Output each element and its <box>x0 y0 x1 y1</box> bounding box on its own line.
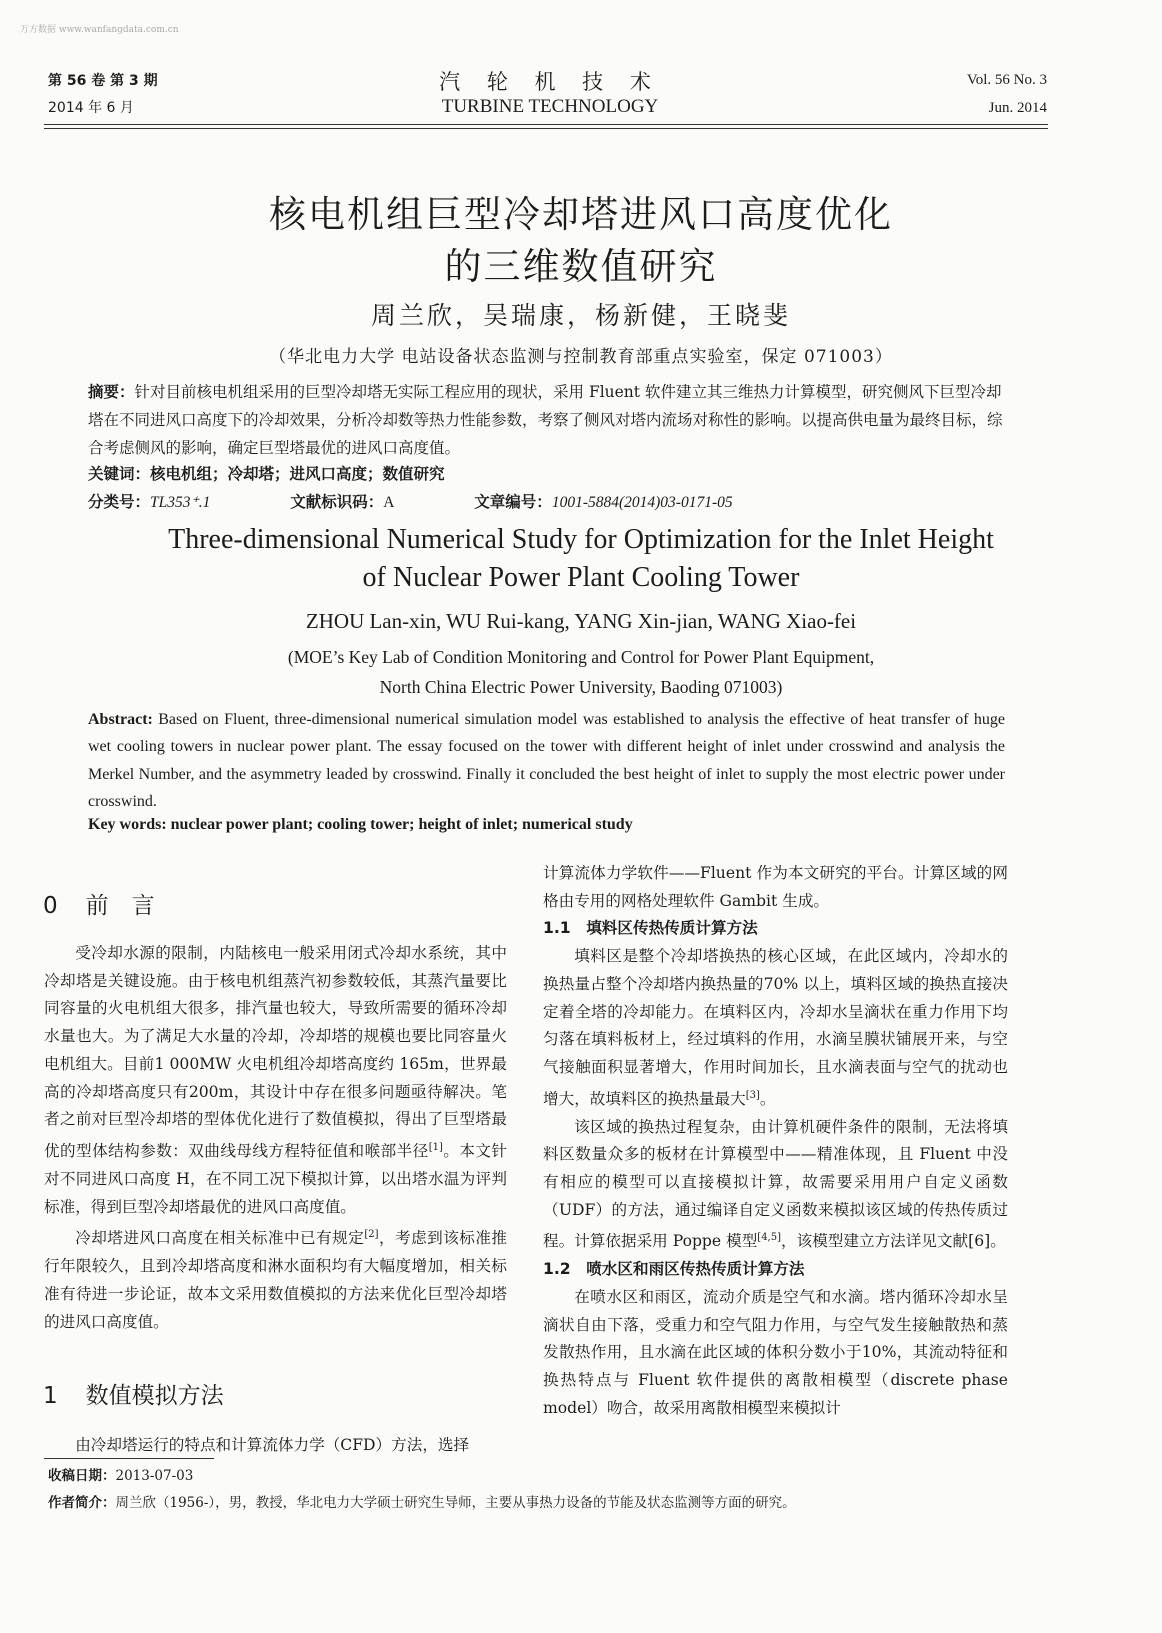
article-no-value: 1001-5884(2014)03-0171-05 <box>551 494 733 511</box>
authors-en: ZHOU Lan-xin, WU Rui-kang, YANG Xin-jian, WANG Xiao-fei <box>305 609 857 633</box>
fill-zone-p2-text-b: ，该模型建立方法详见文献[6]。 <box>781 1232 1006 1251</box>
method-intro <box>44 1432 507 1460</box>
keywords-en-text: nuclear power plant; cooling tower; height of inlet; numerical study <box>170 816 633 833</box>
footnote-received <box>48 1464 193 1484</box>
header-rule-top <box>44 124 1048 125</box>
footnote-author <box>48 1491 796 1511</box>
intro-p1-text-a: 受冷却水源的限制，内陆核电一般采用闭式冷却水系统，其中冷却塔是关键设施。由于核电机组蒸汽初参数较低，其蒸汽量要比同容量的火电机组大很多，排汽量也较大，导致所需要的循环冷却水量也大。为了满足大水量的冷却，冷却塔的规模也要比同容量火电机组大。目前1 000MW 火电机组冷却塔高度约 165m，世界最高的冷却塔高度只有200m，其设计中存在很多问题亟待解决。笔者之前对巨型冷却塔的型体优化进行了数值模拟，得出了巨型塔最优的型体结构参数：双曲线母线方程特征值和喉部半径 <box>44 944 507 1161</box>
abstract-cn-label: 摘要： <box>88 383 135 401</box>
citation-4-5: [4,5] <box>757 1232 782 1244</box>
intro-p1-text-b: 。本文针对不同进风口高度 H，在不同工况下模拟计算，以出塔水温为评判标准，得到巨型冷却塔最优的进风口高度值。 <box>44 1142 507 1216</box>
intro-paragraphs <box>44 940 507 1336</box>
fill-zone-p1-text-b: 。 <box>759 1089 776 1108</box>
intro-p2 <box>44 1221 507 1336</box>
abstract-cn <box>88 378 1003 462</box>
intro-p2-text-a: 冷却塔进风口高度在相关标准中已有规定 <box>75 1229 365 1248</box>
doc-code-label: 文献标识码： <box>290 493 384 511</box>
section-1-heading <box>43 1377 224 1410</box>
title-en-line2: of Nuclear Power Plant Cooling Tower <box>362 562 800 593</box>
method-p1: 由冷却塔运行的特点和计算流体力学（CFD）方法，选择 <box>75 1436 470 1454</box>
doc-code-value: A <box>383 494 395 511</box>
classification-line <box>88 488 1003 517</box>
header-date-cn: 2014 年 6 月 <box>48 100 134 116</box>
watermark: 万方数据 www.wanfangdata.com.cn <box>20 25 179 35</box>
fill-zone-p1 <box>543 943 1008 1113</box>
authors-cn: 周兰欣，吴瑞康，杨新健，王晓斐 <box>370 301 791 330</box>
fill-zone-p2-text-a: 该区域的换热过程复杂，由计算机硬件条件的限制，无法将填料区数量众多的板材在计算模型中——精准体现，且 Fluent 中没有相应的模型可以直接模拟计算，故需要采用用户自定义函数（UDF）的方法，通过编译自定义函数来模拟该区域的传热传质过程。计算依据采用 Poppe 模型 <box>543 1117 1008 1251</box>
abstract-cn-text: 针对目前核电机组采用的巨型冷却塔无实际工程应用的现状，采用 Fluent 软件建立其三维热力计算模型，研究侧风下巨型冷却塔在不同进风口高度下的冷却效果，分析冷却数等热力性能参数，考察了侧风对塔内流场对称性的影响。以提高供电量为最终目标，综合考虑侧风的影响，确定巨型塔最优的进风口高度值。 <box>88 383 1003 457</box>
header-rule-bottom <box>44 128 1048 129</box>
author-info-text: 周兰欣（1956-），男，教授，华北电力大学硕士研究生导师，主要从事热力设备的节能及状态监测等方面的研究。 <box>115 1495 796 1511</box>
section-1-title: 数值模拟方法 <box>85 1383 224 1409</box>
received-date: 2013-07-03 <box>115 1468 194 1484</box>
fill-zone-p2 <box>543 1114 1008 1257</box>
footnote-rule <box>44 1458 214 1459</box>
class-value: TL353⁺.1 <box>150 494 211 511</box>
subsection-1-1-heading: 1.1 填料区传热传质计算方法 <box>543 919 758 938</box>
affiliation-cn: （华北电力大学 电站设备状态监测与控制教育部重点实验室，保定 071003） <box>269 347 893 367</box>
abstract-en-text: Based on Fluent, three-dimensional numerical simulation model was established to analysis the effective of heat transfer of huge wet cooling towers in nuclear power plant. The essay focused on the tower with different height of inlet under crosswind and analysis the Merkel Number, and the asymmetry leaded by crosswind. Finally it concluded the best height of inlet to supply the most electric power under crosswind. <box>88 711 1006 810</box>
affiliation-en-line1: (MOE’s Key Lab of Condition Monitoring and Control for Power Plant Equipment, <box>287 647 875 667</box>
header-journal-en: TURBINE TECHNOLOGY <box>441 96 659 117</box>
received-label: 收稿日期： <box>48 1468 116 1484</box>
method-p2: 计算流体力学软件——Fluent 作为本文研究的平台。计算区域的网格由专用的网格处理软件 Gambit 生成。 <box>543 864 1008 910</box>
abstract-en <box>88 706 1005 815</box>
intro-p1 <box>44 940 507 1221</box>
keywords-cn <box>88 460 1003 488</box>
header-journal-cn: 汽 轮 机 技 术 <box>439 70 661 94</box>
keywords-cn-label: 关键词： <box>88 465 151 483</box>
section-0-number: 0 <box>43 893 58 919</box>
affiliation-en-line2: North China Electric Power University, Baoding 071003) <box>379 677 783 697</box>
spray-zone-p1: 在喷水区和雨区，流动介质是空气和水滴。塔内循环冷却水呈滴状自由下落，受重力和空气阻力作用，与空气发生接触散热和蒸发散热作用，且水滴在此区域的体积分数小于10%，其流动特征和换热特点与 Fluent 软件提供的离散相模型（discrete phase model）吻合，故采用离散相模型来模拟计 <box>543 1287 1008 1417</box>
intro-p2-text-b: ，考虑到该标准推行年限较久，且到冷却塔高度和淋水面积均有大幅度增加，相关标准有待进一步论证，故本文采用数值模拟的方法来优化巨型冷却塔的进风口高度值。 <box>44 1229 507 1331</box>
abstract-en-label: Abstract: <box>88 711 153 728</box>
keywords-cn-text: 核电机组；冷却塔；进风口高度；数值研究 <box>150 465 445 483</box>
header-volume-cn: 第 56 卷 第 3 期 <box>48 73 158 89</box>
section-1-number: 1 <box>43 1383 58 1409</box>
header-volume-en: Vol. 56 No. 3 <box>966 72 1047 88</box>
section-0-title: 前 言 <box>85 893 155 919</box>
right-column <box>543 860 1008 1422</box>
article-no-label: 文章编号： <box>474 493 552 511</box>
header-date-en: Jun. 2014 <box>988 100 1047 116</box>
citation-1: [1] <box>428 1141 443 1153</box>
title-en-line1: Three-dimensional Numerical Study for Optimization for the Inlet Height <box>168 524 994 555</box>
title-cn-line2: 的三维数值研究 <box>444 245 718 288</box>
keywords-en-label: Key words: <box>88 816 167 833</box>
title-cn-line1: 核电机组巨型冷却塔进风口高度优化 <box>269 193 893 236</box>
fill-zone-p1-text-a: 填料区是整个冷却塔换热的核心区域，在此区域内，冷却水的换热量占整个冷却塔内换热量的70% 以上，填料区域的换热直接决定着全塔的冷却能力。在填料区内，冷却水呈滴状在重力作用下均匀落在填料板材上，经过填料的作用，水滴呈膜状铺展开来，与空气接触面积显著增大，作用时间加长，且水滴表面与空气的扰动也增大，故填料区的换热量最大 <box>543 947 1008 1108</box>
citation-2: [2] <box>364 1229 379 1241</box>
author-info-label: 作者简介： <box>48 1495 116 1511</box>
subsection-1-2-heading: 1.2 喷水区和雨区传热传质计算方法 <box>543 1260 805 1279</box>
class-label: 分类号： <box>88 493 151 511</box>
citation-3: [3] <box>745 1089 760 1101</box>
section-0-heading <box>43 887 155 920</box>
keywords-en <box>88 816 1005 834</box>
